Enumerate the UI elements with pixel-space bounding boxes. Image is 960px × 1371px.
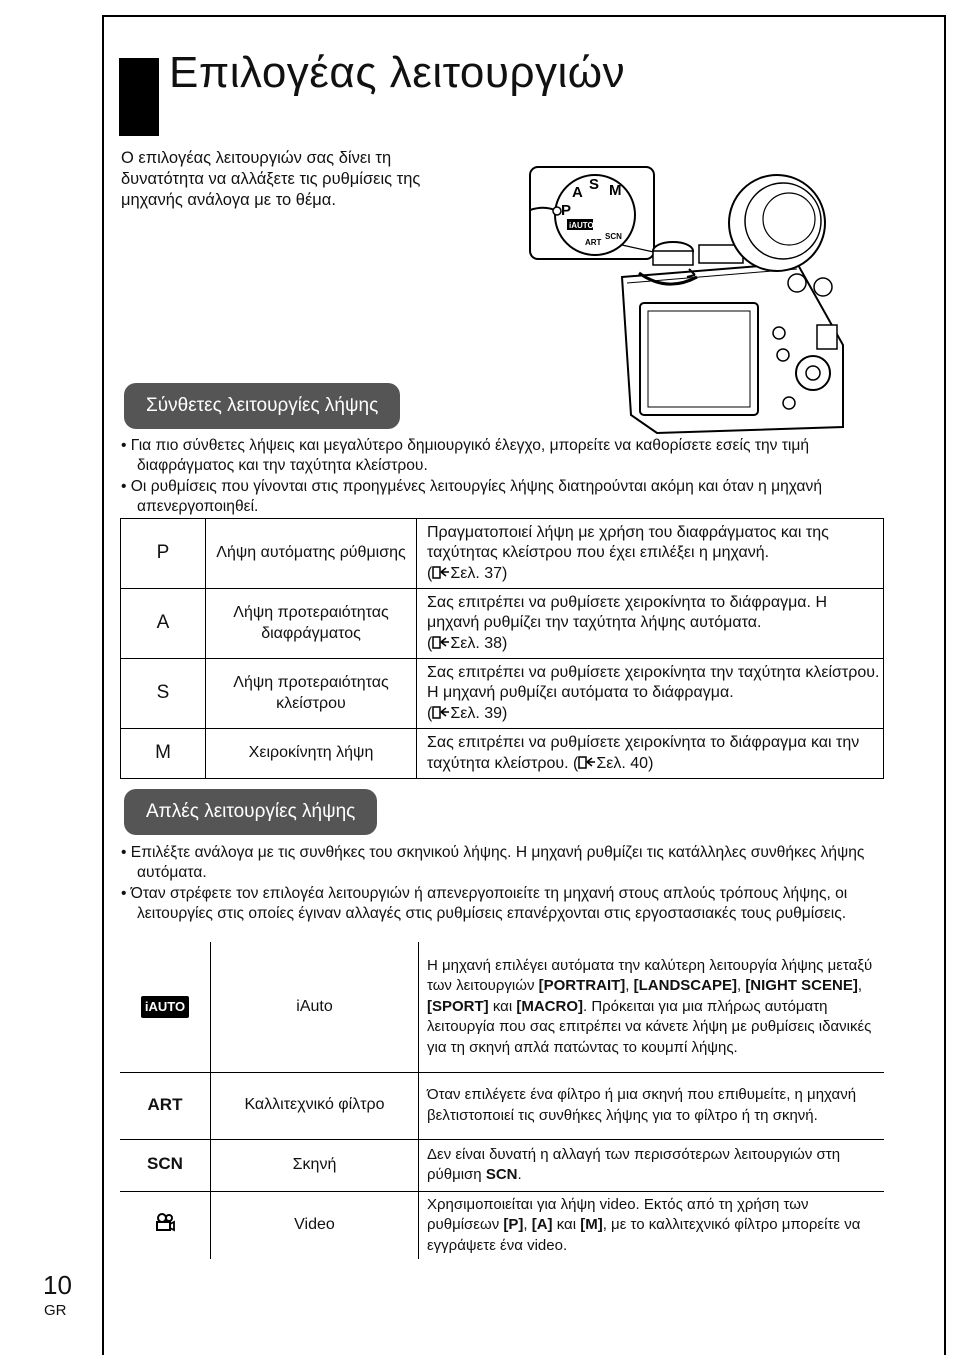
mode-description: Χρησιμοποιείται για λήψη video. Εκτός από τη χρήση των ρυθμίσεων [P], [A] και [M], με το καλλιτεχνικό φίλτρο μπορείτε να εγγράψετε ένα video. (419, 1191, 885, 1259)
page-ref-icon (432, 706, 450, 719)
table-row (120, 1191, 884, 1259)
simple-modes-table (120, 942, 884, 1259)
mode-name: Λήψη αυτόματης ρύθμισης (206, 519, 417, 589)
bullet-item: • Όταν στρέφετε τον επιλογέα λειτουργιών ή απενεργοποιείτε τη μηχανή στους απλούς τρόπους λήψης, οι λειτουργίες στις οποίες έγιναν αλλαγές στις ρυθμίσεις επανέρχονται στις εργοστασιακές τους ρυθμίσεις. (121, 884, 848, 923)
mode-symbol: A (121, 589, 206, 659)
advanced-bullets (121, 436, 881, 518)
mode-description: Όταν επιλέγετε ένα φίλτρο ή μια σκηνή που επιθυμείτε, η μηχανή βελτιστοποιεί τις συνθήκες λήψης για το φίλτρο ή τη σκηνή. (419, 1072, 885, 1139)
mode-name: Καλλιτεχνικό φίλτρο (211, 1072, 419, 1139)
mode-description: Δεν είναι δυνατή η αλλαγή των περισσότερων λειτουργιών στη ρύθμιση SCN. (419, 1139, 885, 1191)
dial-label-P: P (561, 202, 572, 219)
intro-text: Ο επιλογέας λειτουργιών σας δίνει τη δυνατότητα να αλλάξετε τις ρυθμίσεις της μηχανής ανάλογα με το θέμα. (121, 149, 421, 209)
mode-description: Η μηχανή επιλέγει αυτόματα την καλύτερη λειτουργία λήψης μεταξύ των λειτουργιών [PORTRAIT], [LANDSCAPE], [NIGHT SCENE], [SPORT] και [MACRO]. Πρόκειται για μια πλήρως αυτόματη λειτουργία που σας επιτρέπει να κάνετε λήψη με ρυθμίσεις ιδανικές για τη σκηνή απλά πατώντας το κουμπί λήψης. (427, 956, 873, 1056)
mode-name: Χειροκίνητη λήψη (206, 729, 417, 779)
dial-label-A: A (572, 184, 583, 201)
mode-name: iAuto (211, 942, 419, 1072)
dial-label-iauto: iAUTO (569, 221, 594, 230)
table-row (121, 519, 884, 589)
camera-illustration (527, 165, 865, 437)
scn-mode-icon: SCN (120, 1139, 211, 1191)
mode-name: Σκηνή (211, 1139, 419, 1191)
page-ref-icon (432, 636, 450, 649)
art-mode-icon: ART (120, 1072, 211, 1139)
page-ref-icon (578, 756, 596, 769)
simple-bullets (121, 843, 891, 925)
table-row (121, 659, 884, 729)
table-row (120, 1139, 884, 1191)
mode-description: Σας επιτρέπει να ρυθμίσετε χειροκίνητα το διάφραγμα. Η μηχανή ρυθμίζει την ταχύτητα λήψης αυτόματα. ( Σελ. 38) (417, 589, 884, 659)
mode-symbol: S (121, 659, 206, 729)
bullet-item: • Επιλέξτε ανάλογα με τις συνθήκες του σκηνικού λήψης. Η μηχανή ρυθμίζει τις κατάλληλες συνθήκες λήψης αυτόματα. (121, 844, 865, 882)
video-icon (120, 1191, 211, 1259)
page-ref-icon (432, 566, 450, 579)
dial-label-M: M (609, 182, 622, 199)
mode-name: Λήψη προτεραιότητας κλείστρου (206, 659, 417, 729)
iauto-mode-icon: iAUTO (120, 942, 211, 1072)
mode-description: Σας επιτρέπει να ρυθμίσετε χειροκίνητα το διάφραγμα και την ταχύτητα κλείστρου. ( Σελ. 40) (417, 729, 884, 779)
mode-name: Video (211, 1191, 419, 1259)
title-marker-block (119, 58, 159, 136)
bullet-item: • Οι ρυθμίσεις που γίνονται στις προηγμένες λειτουργίες λήψης διατηρούνται ακόμη και όταν η μηχανή απενεργοποιηθεί. (121, 477, 823, 516)
bullet-item: • Για πιο σύνθετες λήψεις και μεγαλύτερο δημιουργικό έλεγχο, μπορείτε να καθορίσετε εσείς την τιμή διαφράγματος και την ταχύτητα κλείστρου. (121, 437, 810, 475)
mode-description: Σας επιτρέπει να ρυθμίσετε χειροκίνητα την ταχύτητα κλείστρου. Η μηχανή ρυθμίζει αυτόματα το διάφραγμα. ( Σελ. 39) (417, 659, 884, 729)
mode-name: Λήψη προτεραιότητας διαφράγματος (206, 589, 417, 659)
page-title: Επιλογέας λειτουργιών (169, 48, 626, 97)
dial-label-S: S (589, 176, 600, 193)
table-row (121, 589, 884, 659)
page-language: GR (44, 1302, 67, 1319)
table-row (120, 942, 884, 1072)
advanced-modes-table (120, 518, 884, 779)
mode-symbol: P (121, 519, 206, 589)
table-row (121, 729, 884, 779)
dial-label-scn: SCN (605, 232, 622, 241)
mode-description: Πραγματοποιεί λήψη με χρήση του διαφράγματος και της ταχύτητας κλείστρου που έχει επιλέξει η μηχανή. ( Σελ. 37) (417, 519, 884, 589)
page-number: 10 (43, 1270, 72, 1300)
mode-symbol: M (121, 729, 206, 779)
dial-label-art: ART (585, 238, 602, 247)
simple-modes-heading: Απλές λειτουργίες λήψης (124, 789, 377, 835)
advanced-modes-heading: Σύνθετες λειτουργίες λήψης (124, 383, 400, 429)
table-row (120, 1072, 884, 1139)
